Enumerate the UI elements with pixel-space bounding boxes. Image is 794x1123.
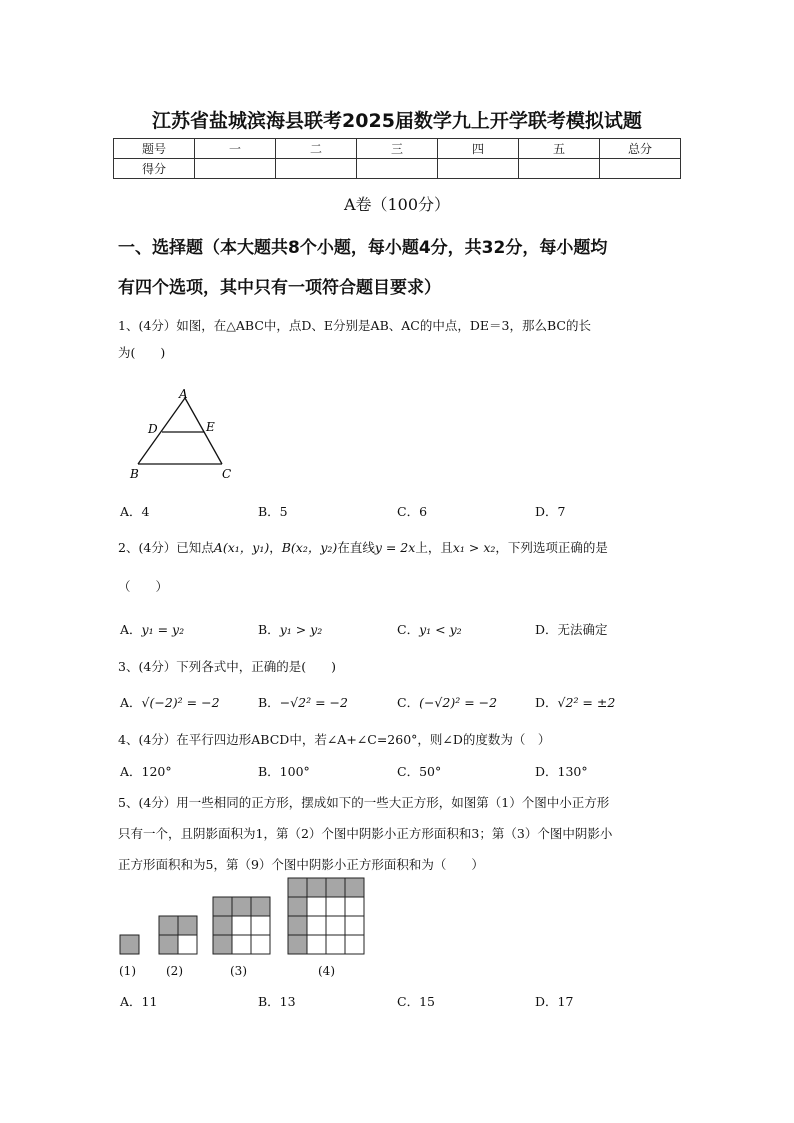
q2-option-c-math: y₁ < y₂ [419,622,462,637]
triangle-figure [125,384,235,484]
q3-option-b-letter: B． [258,695,280,710]
q1-text-line1: 1、(4分）如图，在△ABC中，点D、E分别是AB、AC的中点，DE＝3，那么BC的长 [118,318,591,333]
pattern-figure-2 [159,916,197,954]
q3-option-a[interactable] [120,693,220,711]
q2-option-c-letter: C． [397,622,420,637]
q3-option-b[interactable] [258,693,348,711]
pattern-figure-1 [120,935,139,954]
section-heading-line2: 有四个选项，其中只有一项符合题目要求） [118,278,441,298]
score-cell [276,159,357,179]
q3-text: 3、(4分）下列各式中，正确的是( ) [118,659,337,674]
q1-text-line2: 为( ) [118,345,166,360]
q3-option-c-letter: C． [397,695,420,710]
side-ac [185,398,222,464]
q2-option-a-math: y₁ = y₂ [141,622,185,637]
label-b: B [130,467,139,481]
q2-paren: （ ） [118,579,169,594]
q2-text: 2、(4分）已知点A(x₁，y₁)，B(x₂，y₂)在直线y = 2x上，且x₁ > x₂，下列选项正确的是 [118,540,608,555]
q2-line-equation: y = 2x [374,540,416,555]
q2-option-a-letter: A． [120,622,142,637]
header-cell: 三 [357,139,438,159]
q2-option-d-letter: D． [535,622,558,637]
side-ab [138,398,185,464]
header-cell: 题号 [114,139,195,159]
q3-option-a-math: √(−2)² = −2 [141,695,220,710]
q4-option-c[interactable]: C．50° [397,764,442,779]
q5-text-line1: 5、(4分）用一些相同的正方形，摆成如下的一些大正方形，如图第（1）个图中小正方形 [118,795,610,810]
q3-option-c-math: (−√2)² = −2 [419,695,498,710]
pattern-figure-4 [288,878,364,954]
figure-caption-3: (3) [230,964,247,978]
figure-caption-4: (4) [318,964,335,978]
q3-option-d-math: √2² = ±2 [557,695,616,710]
q2-option-b-math: y₁ > y₂ [279,622,323,637]
score-table-score-row [114,159,681,179]
label-d: D [148,422,158,436]
q1-option-d[interactable]: D．7 [535,504,566,519]
q4-option-b[interactable]: B．100° [258,764,310,779]
q2-option-a[interactable] [120,620,184,638]
q5-option-a[interactable]: A．11 [120,994,158,1009]
volume-heading: A卷（100分） [343,195,451,214]
q5-text-line2: 只有一个，且阴影面积为1，第（2）个图中阴影小正方形面积和3；第（3）个图中阴影小 [118,826,613,841]
figure-caption-2: (2) [166,964,183,978]
q1-option-a[interactable]: A．4 [120,504,150,519]
section-heading-line1: 一、选择题（本大题共8个小题，每小题4分，共32分，每小题均 [118,238,608,258]
q3-option-a-letter: A． [120,695,142,710]
q2-point-a: A(x₁，y₁) [213,540,270,555]
label-a: A [179,387,188,401]
q2-suffix: 上，且 [415,540,453,555]
label-e: E [206,420,215,434]
header-cell: 二 [276,139,357,159]
q5-option-c[interactable]: C．15 [397,994,435,1009]
q2-option-d-text: 无法确定 [557,622,608,637]
q4-option-a[interactable]: A．120° [120,764,172,779]
q5-option-b[interactable]: B．13 [258,994,296,1009]
q1-option-b[interactable]: B．5 [258,504,288,519]
q2-point-b: B(x₂，y₂) [281,540,338,555]
label-c: C [222,467,232,481]
figure-caption-1: (1) [119,964,136,978]
q3-option-c[interactable] [397,693,497,711]
header-cell: 总分 [600,139,681,159]
score-cell [195,159,276,179]
header-cell: 五 [519,139,600,159]
pattern-figure-3 [213,897,270,954]
q2-option-d[interactable] [535,620,608,638]
score-cell [438,159,519,179]
q5-option-d[interactable]: D．17 [535,994,574,1009]
q3-option-d[interactable] [535,693,615,711]
score-cell [600,159,681,179]
score-table [113,138,681,179]
q3-option-d-letter: D． [535,695,558,710]
score-cell [357,159,438,179]
q2-option-c[interactable] [397,620,462,638]
exam-title: 江苏省盐城滨海县联考2025届数学九上开学联考模拟试题 [152,110,642,132]
square-pattern-figures [118,876,378,960]
header-cell: 一 [195,139,276,159]
q2-prefix: 2、(4分）已知点 [118,540,214,555]
q4-option-d[interactable]: D．130° [535,764,588,779]
q2-option-b-letter: B． [258,622,280,637]
q2-end: ，下列选项正确的是 [495,540,608,555]
header-cell: 四 [438,139,519,159]
q2-option-b[interactable] [258,620,322,638]
q4-text: 4、(4分）在平行四边形ABCD中，若∠A+∠C=260°，则∠D的度数为（ ） [118,732,551,747]
row-label-cell: 得分 [114,159,195,179]
q5-text-line3: 正方形面积和为5，第（9）个图中阴影小正方形面积和为（ ） [118,857,484,872]
score-cell [519,159,600,179]
q2-condition: x₁ > x₂ [452,540,496,555]
q2-mid: 在直线 [337,540,375,555]
score-table-header-row [114,139,681,159]
q1-option-c[interactable]: C．6 [397,504,428,519]
q3-option-b-math: −√2² = −2 [279,695,348,710]
